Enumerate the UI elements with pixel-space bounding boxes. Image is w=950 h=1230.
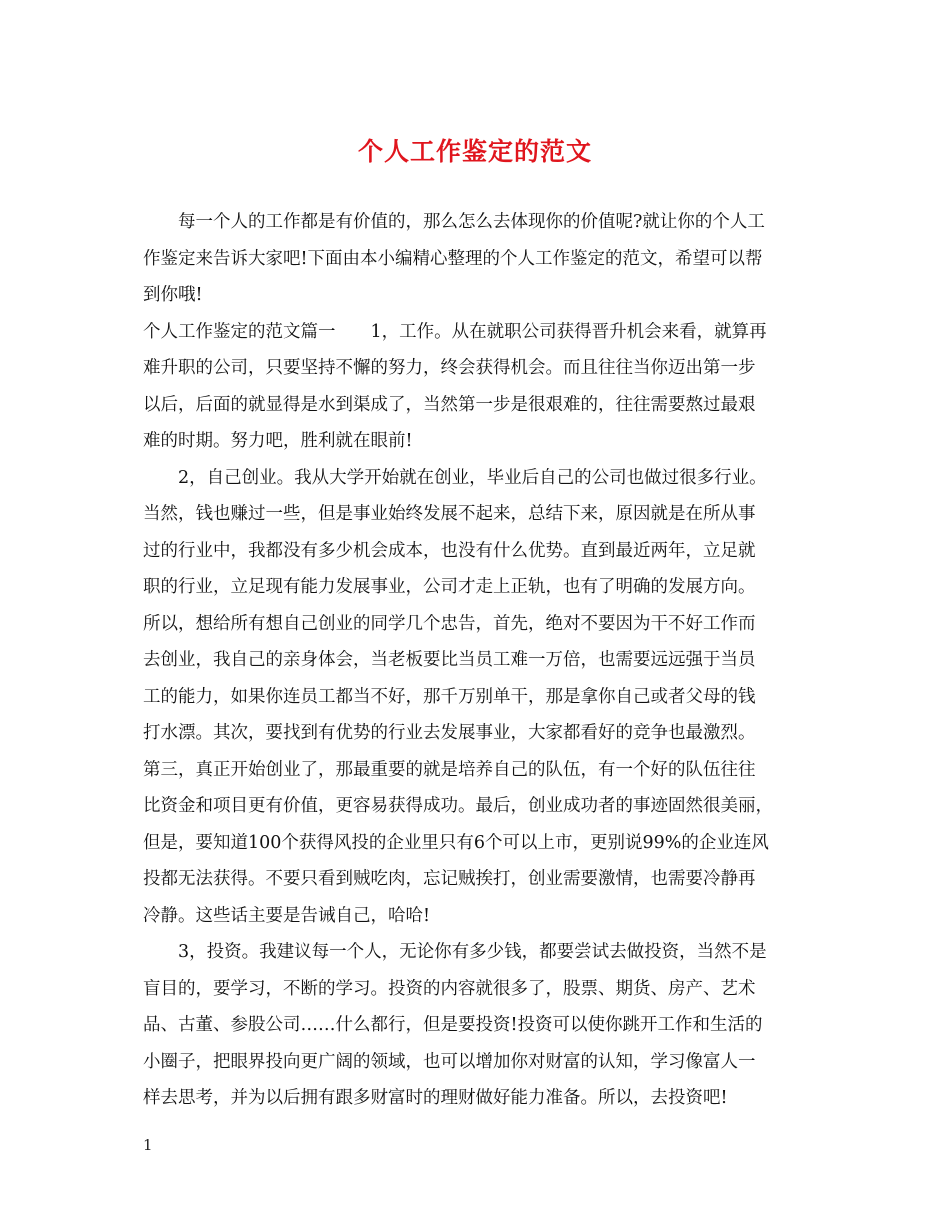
body-line: 样去思考，并为以后拥有跟多财富时的理财做好能力准备。所以，去投资吧! [143, 1088, 728, 1108]
body-line: 当然，钱也赚过一些，但是事业始终发展不起来，总结下来，原因就是在所从事 [143, 504, 756, 524]
body-line: 品、古董、参股公司……什么都行，但是要投资!投资可以使你跳开工作和生活的 [143, 1015, 763, 1035]
body-line: 2，自己创业。我从大学开始就在创业，毕业后自己的公司也做过很多行业。 [143, 467, 767, 488]
body-line: 个人工作鉴定的范文篇一 1，工作。从在就职公司获得晋升机会来看，就算再 [143, 321, 767, 342]
body-line: 到你哦! [143, 285, 203, 305]
body-line: 去创业，我自己的亲身体会，当老板要比当员工难一万倍，也需要远远强于当员 [143, 650, 756, 670]
body-line: 但是，要知道100个获得风投的企业里只有6个可以上市，更别说99%的企业连风 [143, 832, 769, 853]
body-line: 作鉴定来告诉大家吧!下面由本小编精心整理的个人工作鉴定的范文，希望可以帮 [143, 248, 763, 269]
page-number: 1 [143, 1136, 153, 1154]
body-line: 以后，后面的就显得是水到渠成了，当然第一步是很艰难的，往往需要熬过最艰 [143, 394, 756, 415]
body-line: 所以，想给所有想自己创业的同学几个忠告，首先，绝对不要因为干不好工作而 [143, 613, 756, 634]
body-line: 比资金和项目更有价值，更容易获得成功。最后，创业成功者的事迹固然很美丽， [143, 796, 773, 816]
body-line: 工的能力，如果你连员工都当不好，那千万别单干，那是拿你自己或者父母的钱 [143, 686, 756, 707]
body-line: 职的行业，立足现有能力发展事业，公司才走上正轨，也有了明确的发展方向。 [143, 577, 756, 597]
body-line: 冷静。这些话主要是告诫自己，哈哈! [143, 905, 431, 926]
body-line: 难升职的公司，只要坚持不懈的努力，终会获得机会。而且往往当你迈出第一步 [143, 358, 756, 378]
body-line: 投都无法获得。不要只看到贼吃肉，忘记贼挨打，创业需要激情，也需要冷静再 [143, 869, 756, 889]
body-line: 盲目的，要学习，不断的学习。投资的内容就很多了，股票、期货、房产、艺术 [143, 978, 756, 999]
body-line: 过的行业中，我都没有多少机会成本，也没有什么优势。直到最近两年，立足就 [143, 540, 756, 561]
body-line: 小圈子，把眼界投向更广阔的领域，也可以增加你对财富的认知，学习像富人一 [143, 1051, 756, 1072]
document-title: 个人工作鉴定的范文 [357, 137, 592, 166]
body-line: 每一个人的工作都是有价值的，那么怎么去体现你的价值呢?就让你的个人工 [143, 212, 765, 232]
body-line: 难的时期。努力吧，胜利就在眼前! [143, 431, 413, 451]
body-line: 第三，真正开始创业了，那最重要的就是培养自己的队伍，有一个好的队伍往往 [143, 759, 756, 780]
document-body [143, 204, 813, 1117]
body-line: 3，投资。我建议每一个人，无论你有多少钱，都要尝试去做投资，当然不是 [143, 942, 767, 962]
body-line: 打水漂。其次，要找到有优势的行业去发展事业，大家都看好的竞争也最激烈。 [143, 723, 756, 743]
